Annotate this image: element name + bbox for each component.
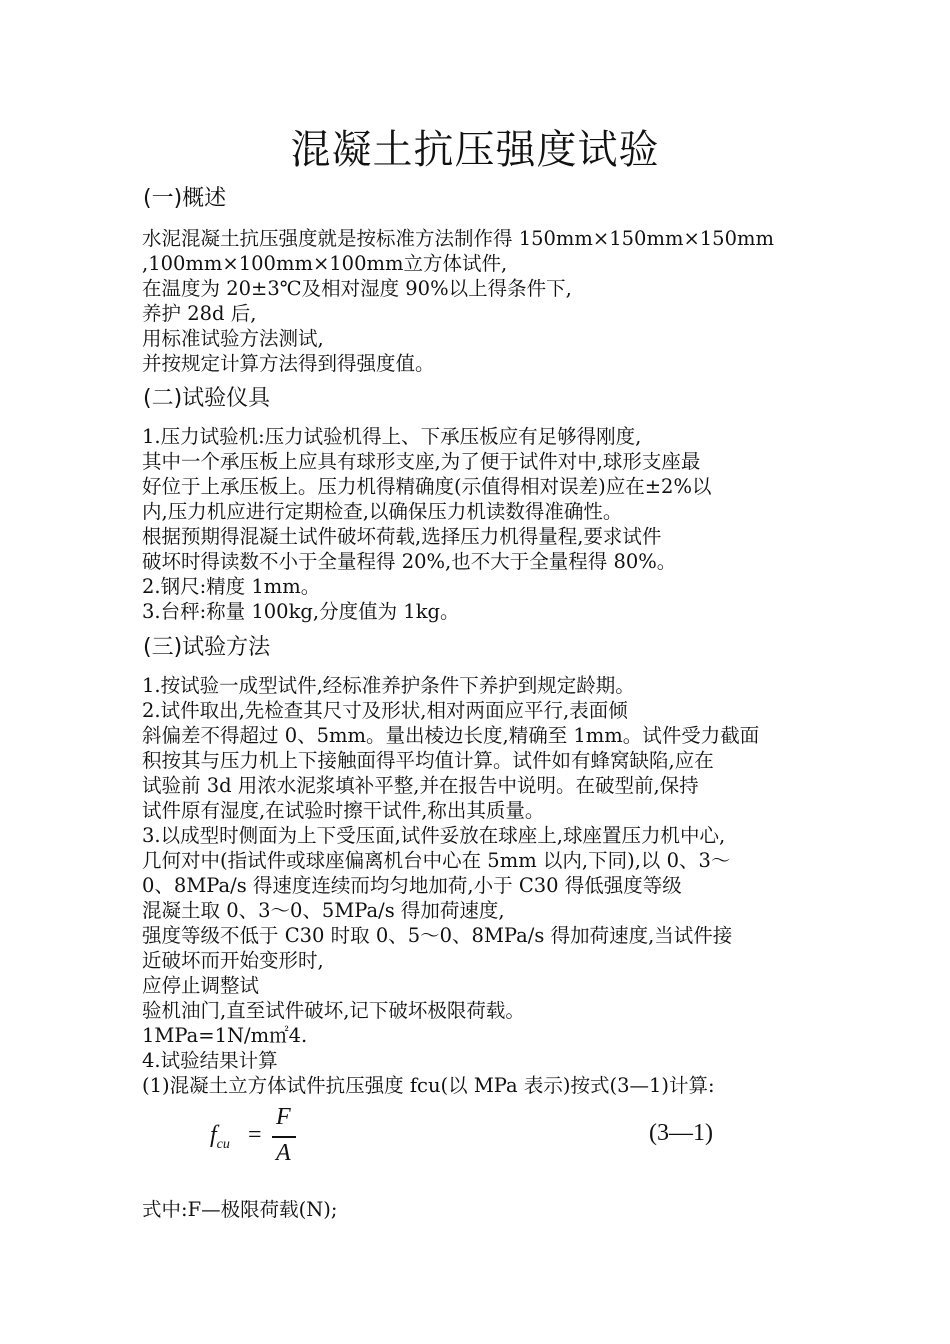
formula-lhs-base: f <box>210 1122 217 1148</box>
text-line: 3.台秤:称量 100kg,分度值为 1kg。 <box>142 600 460 623</box>
section-heading-instruments: (二)试验仪具 <box>143 386 271 411</box>
text-line: 3.以成型时侧面为上下受压面,试件妥放在球座上,球座置压力机中心, <box>142 824 726 847</box>
formula-lhs-subscript: cu <box>216 1136 230 1152</box>
formula-equals: = <box>248 1122 262 1148</box>
section-heading-overview: (一)概述 <box>143 186 227 211</box>
text-line: 混凝土取 0、3～0、5MPa/s 得加荷速度, <box>142 899 505 922</box>
formula-lhs <box>210 1122 230 1153</box>
text-line: 近破坏而开始变形时, <box>142 949 324 972</box>
text-line: 2.试件取出,先检查其尺寸及形状,相对两面应平行,表面倾 <box>142 699 628 722</box>
text-line: 验机油门,直至试件破坏,记下破坏极限荷载。 <box>142 999 525 1022</box>
formula-denominator: A <box>276 1140 291 1166</box>
text-line: 破坏时得读数不小于全量程得 20%,也不大于全量程得 80%。 <box>142 550 677 573</box>
text-line: 用标准试验方法测试, <box>142 327 324 350</box>
text-line: 4.试验结果计算 <box>142 1049 278 1072</box>
text-line: 应停止调整试 <box>142 974 260 997</box>
fraction-bar <box>272 1136 296 1138</box>
text-line: 试验前 3d 用浓水泥浆填补平整,并在报告中说明。在破型前,保持 <box>142 774 699 797</box>
text-line: 2.钢尺:精度 1mm。 <box>142 575 321 598</box>
text-line: 斜偏差不得超过 0、5mm。量出棱边长度,精确至 1mm。试件受力截面 <box>142 724 760 747</box>
text-line: 几何对中(指试件或球座偏离机台中心在 5mm 以内,下同),以 0、3～ <box>142 849 731 872</box>
text-line: 式中:F—极限荷载(N); <box>142 1198 338 1221</box>
text-line: 并按规定计算方法得到得强度值。 <box>142 352 435 375</box>
text-line: 养护 28d 后, <box>142 302 257 325</box>
text-line: 其中一个承压板上应具有球形支座,为了便于试件对中,球形支座最 <box>142 450 701 473</box>
text-line: 1.压力试验机:压力试验机得上、下承压板应有足够得刚度, <box>142 425 642 448</box>
text-line: 1MPa=1N/m㎡4. <box>142 1024 308 1047</box>
text-line: 水泥混凝土抗压强度就是按标准方法制作得 150mm×150mm×150mm <box>142 227 774 250</box>
text-line: 根据预期得混凝土试件破坏荷载,选择压力机得量程,要求试件 <box>142 525 662 548</box>
section-heading-method: (三)试验方法 <box>143 635 271 660</box>
page-title: 混凝土抗压强度试验 <box>290 127 660 173</box>
text-line: (1)混凝土立方体试件抗压强度 fcu(以 MPa 表示)按式(3—1)计算: <box>142 1074 715 1097</box>
text-line: 试件原有湿度,在试验时擦干试件,称出其质量。 <box>142 799 545 822</box>
text-line: 强度等级不低于 C30 时取 0、5～0、8MPa/s 得加荷速度,当试件接 <box>142 924 733 947</box>
text-line: ,100mm×100mm×100mm立方体试件, <box>142 252 508 275</box>
text-line: 积按其与压力机上下接触面得平均值计算。试件如有蜂窝缺陷,应在 <box>142 749 714 772</box>
formula-numerator: F <box>276 1104 291 1130</box>
text-line: 0、8MPa/s 得速度连续而均匀地加荷,小于 C30 得低强度等级 <box>142 874 682 897</box>
formula-label: (3—1) <box>649 1120 713 1146</box>
text-line: 好位于上承压板上。压力机得精确度(示值得相对误差)应在±2%以 <box>142 475 712 498</box>
text-line: 在温度为 20±3℃及相对湿度 90%以上得条件下, <box>142 277 572 300</box>
text-line: 1.按试验一成型试件,经标准养护条件下养护到规定龄期。 <box>142 674 635 697</box>
text-line: 内,压力机应进行定期检查,以确保压力机读数得准确性。 <box>142 500 623 523</box>
